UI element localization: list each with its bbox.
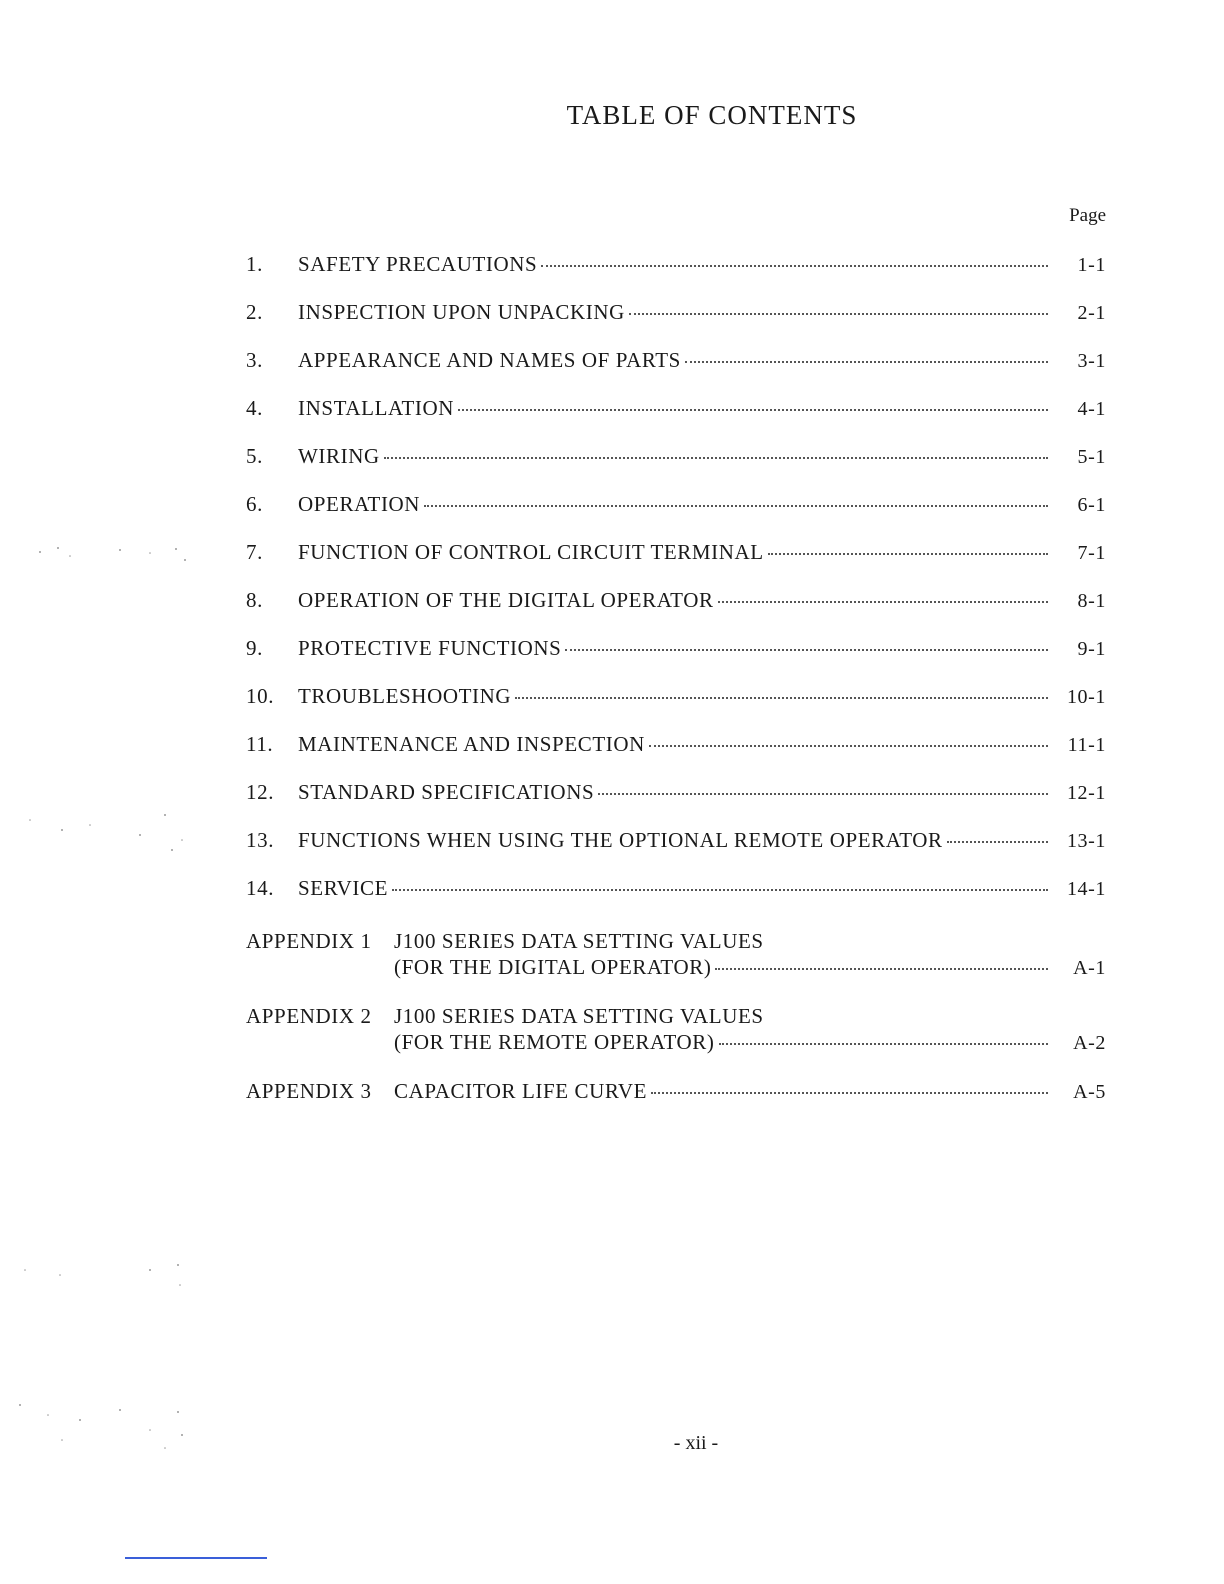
appendix-label: APPENDIX 2	[246, 1004, 372, 1028]
appendix-page: A-1	[1073, 957, 1106, 979]
dot-leader	[715, 968, 1048, 970]
toc-entry-title: FUNCTION OF CONTROL CIRCUIT TERMINAL	[298, 540, 764, 564]
toc-entry-number: 5.	[246, 444, 263, 468]
toc-entry-title: WIRING	[298, 444, 380, 468]
toc-entry-4[interactable]	[246, 396, 1106, 444]
dot-leader	[392, 889, 1048, 891]
toc-entry-page: 10-1	[1066, 686, 1106, 708]
toc-entry-number: 11.	[246, 732, 274, 756]
dot-leader	[718, 601, 1048, 603]
toc-entry-number: 6.	[246, 492, 263, 516]
toc-entry-5[interactable]	[246, 444, 1106, 492]
toc-entry-title: APPEARANCE AND NAMES OF PARTS	[298, 348, 681, 372]
toc-entry-page: 9-1	[1077, 638, 1106, 660]
toc-entry-title: INSTALLATION	[298, 396, 454, 420]
toc-entry-number: 12.	[246, 780, 275, 804]
toc-entry-page: 14-1	[1066, 878, 1106, 900]
toc-entry-title: FUNCTIONS WHEN USING THE OPTIONAL REMOTE OPERATOR	[298, 828, 943, 852]
toc-entry-page: 12-1	[1066, 782, 1106, 804]
page-title: TABLE OF CONTENTS	[566, 100, 858, 130]
toc-entry-title: OPERATION	[298, 492, 421, 516]
table-of-contents	[246, 252, 1106, 1127]
toc-entry-number: 4.	[246, 396, 263, 420]
toc-entry-title: PROTECTIVE FUNCTIONS	[298, 636, 562, 660]
dot-leader	[768, 553, 1048, 555]
dot-leader	[651, 1092, 1048, 1094]
appendix-label: APPENDIX 3	[246, 1079, 372, 1103]
toc-entry-number: 9.	[246, 636, 263, 660]
toc-entry-page: 2-1	[1077, 302, 1106, 324]
toc-entry-10[interactable]	[246, 684, 1106, 732]
toc-entry-page: 8-1	[1077, 590, 1106, 612]
appendix-page: A-5	[1073, 1081, 1106, 1103]
toc-entry-14[interactable]	[246, 876, 1106, 924]
page-column-header: Page	[1069, 205, 1106, 226]
appendix-title-line-2: (FOR THE DIGITAL OPERATOR)	[394, 955, 712, 979]
dot-leader	[947, 841, 1048, 843]
toc-entry-title: INSPECTION UPON UNPACKING	[298, 300, 625, 324]
footer-rule	[125, 1557, 267, 1559]
toc-entry-page: 1-1	[1077, 254, 1106, 276]
appendix-3-entry[interactable]	[246, 1078, 1106, 1105]
toc-entry-number: 3.	[246, 348, 263, 372]
toc-entry-title: SAFETY PRECAUTIONS	[298, 252, 538, 276]
appendix-title-line-2: (FOR THE REMOTE OPERATOR)	[394, 1030, 715, 1054]
dot-leader	[629, 313, 1048, 315]
toc-entry-8[interactable]	[246, 588, 1106, 636]
toc-entry-title: OPERATION OF THE DIGITAL OPERATOR	[298, 588, 714, 612]
dot-leader	[424, 505, 1048, 507]
toc-entry-3[interactable]	[246, 348, 1106, 396]
toc-entry-page: 3-1	[1077, 350, 1106, 372]
toc-entry-page: 7-1	[1077, 542, 1106, 564]
toc-entry-1[interactable]	[246, 252, 1106, 300]
toc-entry-6[interactable]	[246, 492, 1106, 540]
dot-leader	[458, 409, 1048, 411]
appendix-page: A-2	[1073, 1032, 1106, 1054]
toc-entry-number: 10.	[246, 684, 275, 708]
appendix-title-line-1: CAPACITOR LIFE CURVE	[394, 1079, 648, 1103]
dot-leader	[598, 793, 1048, 795]
toc-entry-title: STANDARD SPECIFICATIONS	[298, 780, 595, 804]
toc-entry-7[interactable]	[246, 540, 1106, 588]
toc-entry-number: 7.	[246, 540, 263, 564]
toc-entry-13[interactable]	[246, 828, 1106, 876]
appendix-label: APPENDIX 1	[246, 929, 372, 953]
toc-entry-page: 11-1	[1067, 734, 1106, 756]
dot-leader	[719, 1043, 1049, 1045]
page-number: - xii -	[673, 1432, 719, 1454]
dot-leader	[541, 265, 1048, 267]
toc-entry-number: 14.	[246, 876, 275, 900]
toc-entry-page: 6-1	[1077, 494, 1106, 516]
toc-entry-number: 13.	[246, 828, 275, 852]
toc-entry-page: 4-1	[1077, 398, 1106, 420]
toc-entry-number: 1.	[246, 252, 263, 276]
appendix-title-line-1: J100 SERIES DATA SETTING VALUES	[394, 1004, 764, 1028]
appendix-2-entry[interactable]	[246, 1003, 1106, 1056]
appendix-1-entry[interactable]	[246, 928, 1106, 981]
toc-entry-title: MAINTENANCE AND INSPECTION	[298, 732, 645, 756]
toc-entry-2[interactable]	[246, 300, 1106, 348]
toc-entry-page: 5-1	[1077, 446, 1106, 468]
dot-leader	[384, 457, 1048, 459]
toc-entry-page: 13-1	[1066, 830, 1106, 852]
toc-entry-title: TROUBLESHOOTING	[298, 684, 512, 708]
scan-noise-specks	[0, 0, 200, 1584]
dot-leader	[565, 649, 1048, 651]
toc-entry-9[interactable]	[246, 636, 1106, 684]
dot-leader	[649, 745, 1048, 747]
dot-leader	[685, 361, 1048, 363]
toc-entry-number: 8.	[246, 588, 263, 612]
appendix-title-line-1: J100 SERIES DATA SETTING VALUES	[394, 929, 764, 953]
toc-entry-11[interactable]	[246, 732, 1106, 780]
toc-entry-12[interactable]	[246, 780, 1106, 828]
toc-entry-title: SERVICE	[298, 876, 389, 900]
dot-leader	[515, 697, 1048, 699]
toc-entry-number: 2.	[246, 300, 263, 324]
